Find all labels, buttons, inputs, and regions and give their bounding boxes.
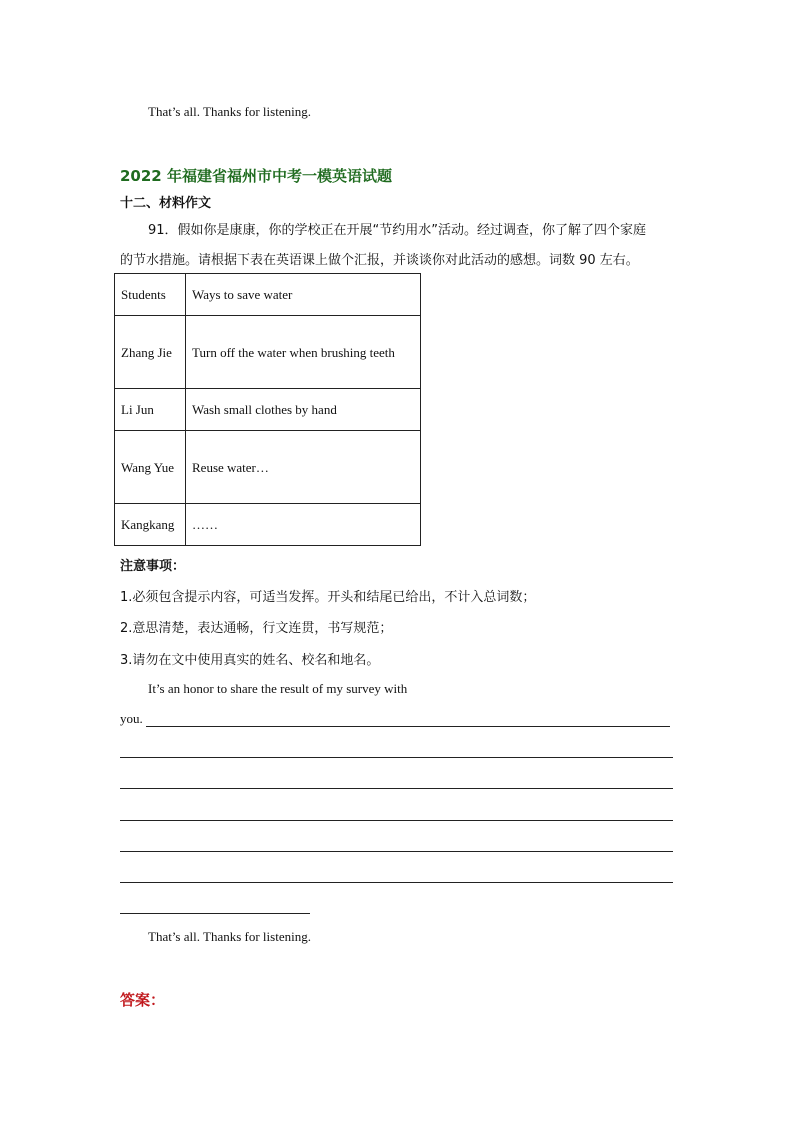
writing-line — [120, 913, 310, 914]
writing-line — [120, 788, 673, 789]
water-saving-table — [114, 273, 421, 546]
opening-line-2: you. — [120, 711, 143, 726]
table-row — [115, 389, 421, 431]
student-cell: Kangkang — [115, 504, 186, 546]
prompt-line-2: 的节水措施。请根据下表在英语课上做个汇报，并谈谈你对此活动的感想。词数 90 左右。 — [120, 253, 639, 268]
opening-line-1: It’s an honor to share the result of my survey with — [148, 681, 408, 696]
writing-line — [120, 882, 673, 883]
answer-label: 答案： — [120, 991, 166, 1009]
table-row — [115, 431, 421, 504]
note-item: 1.必须包含提示内容，可适当发挥。开头和结尾已给出，不计入总词数； — [120, 590, 536, 605]
writing-line — [146, 726, 670, 727]
header-ways: Ways to save water — [186, 274, 421, 316]
way-cell: Wash small clothes by hand — [186, 389, 421, 431]
writing-line — [120, 851, 673, 852]
way-cell: Reuse water… — [186, 431, 421, 504]
way-cell: …… — [186, 504, 421, 546]
exam-title: 2022 年福建省福州市中考一模英语试题 — [120, 167, 392, 185]
way-cell: Turn off the water when brushing teeth — [186, 316, 421, 389]
table-row — [115, 316, 421, 389]
note-item: 3.请勿在文中使用真实的姓名、校名和地名。 — [120, 653, 380, 668]
student-cell: Zhang Jie — [115, 316, 186, 389]
student-cell: Wang Yue — [115, 431, 186, 504]
section-label: 十二、材料作文 — [120, 196, 212, 211]
student-cell: Li Jun — [115, 389, 186, 431]
table-header-row — [115, 274, 421, 316]
closing-text-bottom: That’s all. Thanks for listening. — [148, 929, 311, 944]
prompt-line-1: 91．假如你是康康，你的学校正在开展“节约用水”活动。经过调查，你了解了四个家庭 — [148, 223, 647, 238]
header-students: Students — [115, 274, 186, 316]
note-item: 2.意思清楚，表达通畅，行文连贯，书写规范； — [120, 621, 393, 636]
notes-heading: 注意事项： — [120, 559, 186, 574]
writing-line — [120, 757, 673, 758]
writing-line — [120, 820, 673, 821]
closing-text-top: That’s all. Thanks for listening. — [148, 104, 311, 119]
table-row — [115, 504, 421, 546]
